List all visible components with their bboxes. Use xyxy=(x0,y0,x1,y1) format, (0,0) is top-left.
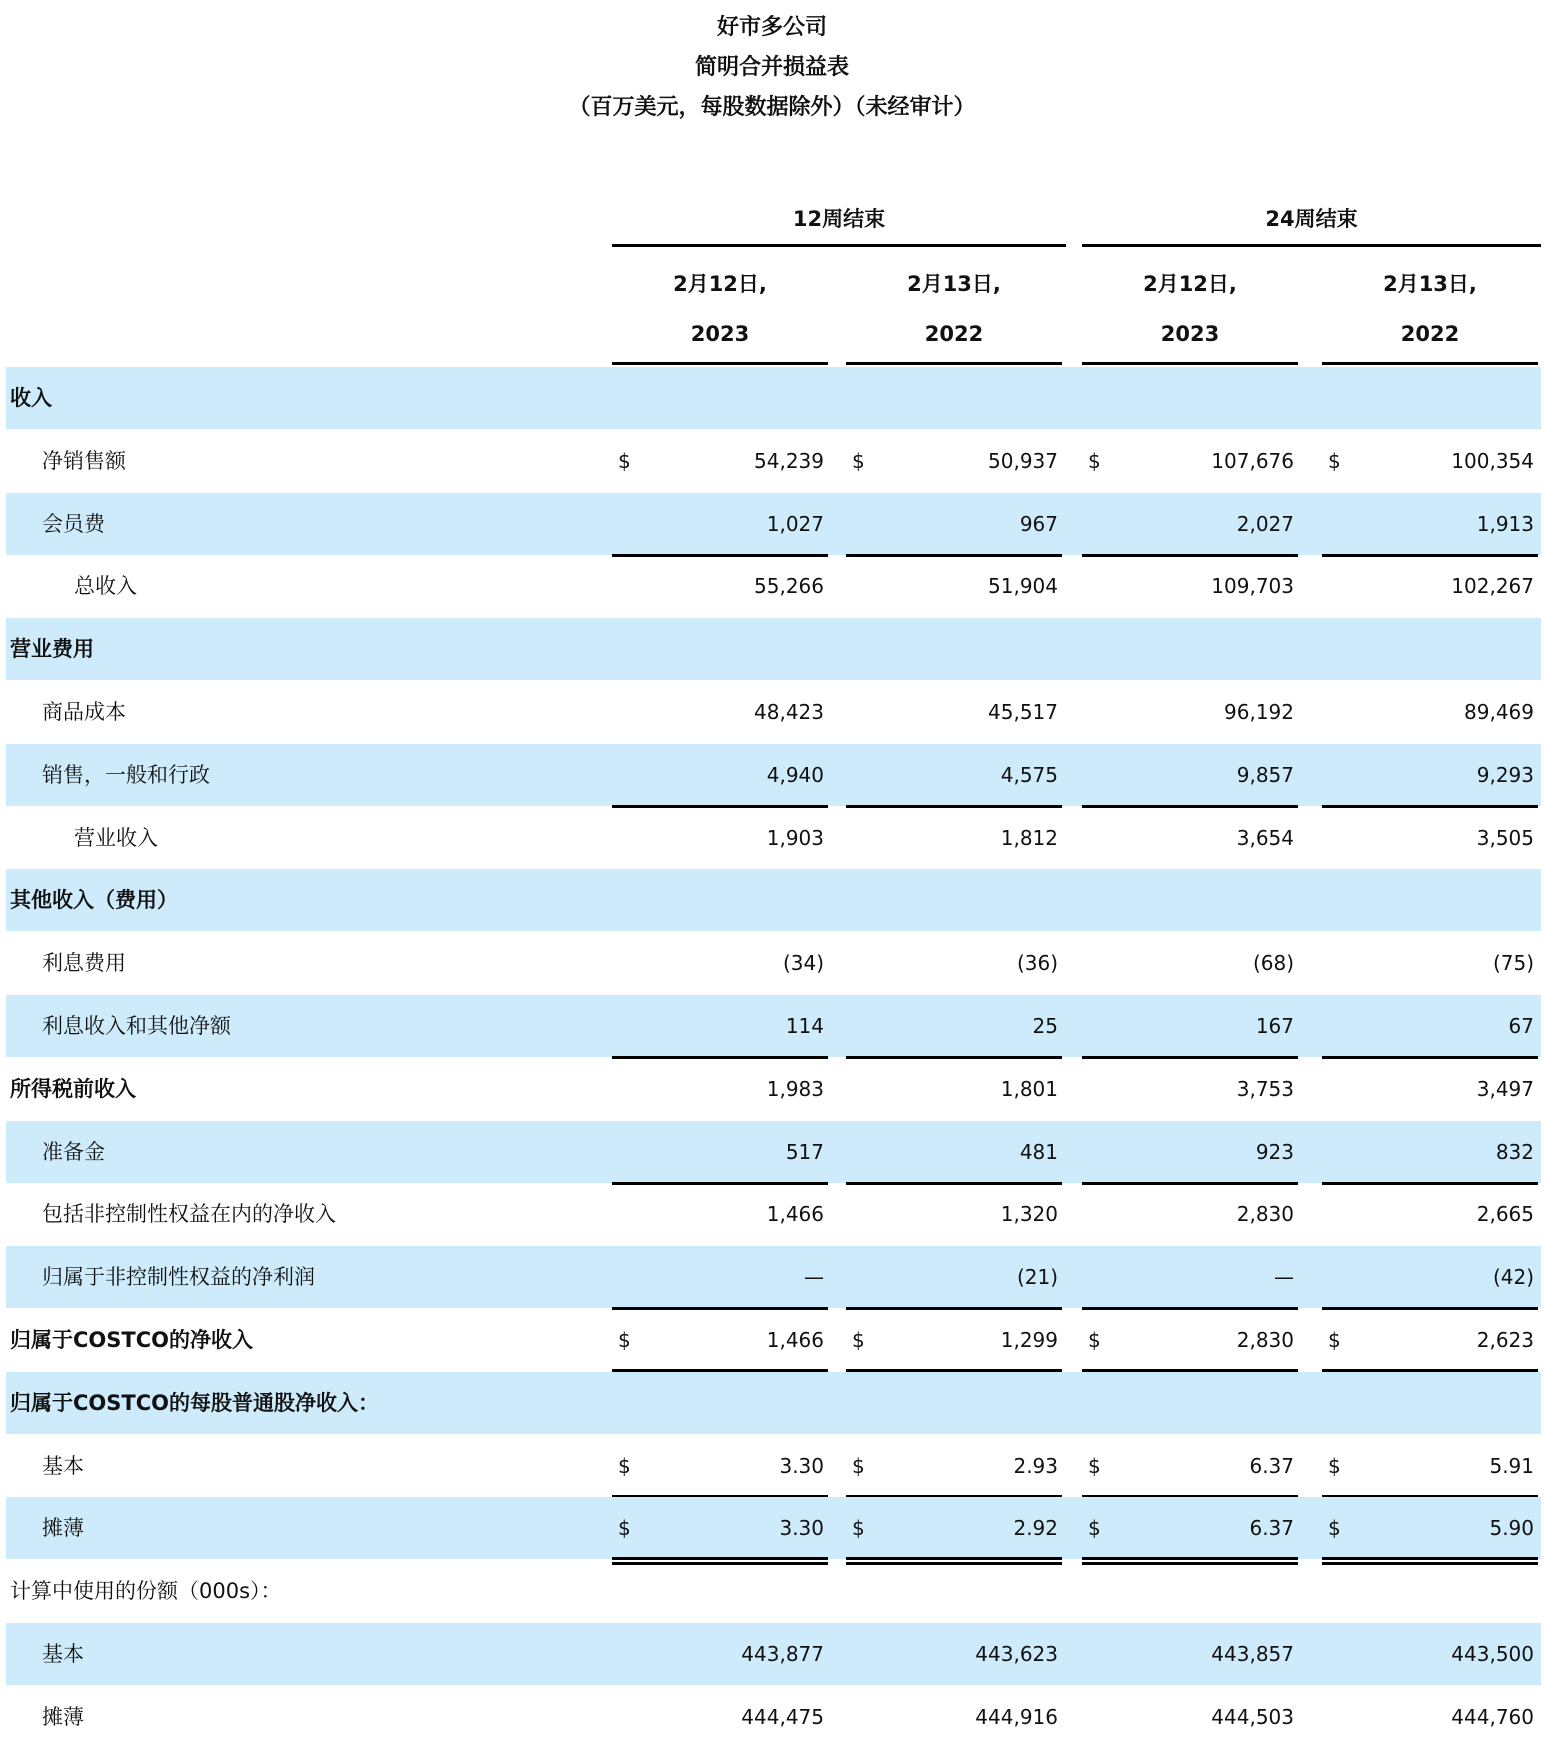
row-label: 基本 xyxy=(42,1642,84,1666)
table-row xyxy=(6,555,1541,617)
cell-value: 2,830 xyxy=(1236,1328,1294,1352)
row-label: 摊薄 xyxy=(42,1516,84,1541)
cell-value: 2,830 xyxy=(1236,1202,1294,1227)
currency-symbol: $ xyxy=(852,1516,865,1541)
value-cell xyxy=(612,493,828,555)
value-cell xyxy=(612,430,828,492)
period-header-24-weeks: 24周结束 xyxy=(1265,207,1358,231)
currency-symbol: $ xyxy=(852,448,865,473)
row-label: 净销售额 xyxy=(42,448,126,473)
row-label: 会员费 xyxy=(42,511,105,536)
cell-value: (34) xyxy=(782,951,824,976)
value-cell xyxy=(846,1435,1062,1497)
value-cell xyxy=(846,807,1062,869)
cell-value: 107,676 xyxy=(1211,448,1294,473)
table-row xyxy=(6,493,1541,555)
cell-value: 48,423 xyxy=(754,700,824,724)
currency-symbol: $ xyxy=(618,1516,631,1541)
row-label: 计算中使用的份额（000s）： xyxy=(10,1579,282,1604)
value-cell xyxy=(1322,995,1538,1057)
table-row xyxy=(6,869,1541,931)
value-cell xyxy=(1322,807,1538,869)
table-row xyxy=(6,430,1541,492)
cell-value: 1,299 xyxy=(1000,1328,1058,1352)
statement-subtitle: （百万美元，每股数据除外）（未经审计） xyxy=(568,95,976,120)
cell-value: 1,027 xyxy=(766,511,824,536)
value-cell xyxy=(612,995,828,1057)
table-row xyxy=(6,1372,1541,1434)
column-header-underline xyxy=(1082,362,1298,365)
value-cell xyxy=(612,1686,828,1748)
cell-value: 1,466 xyxy=(766,1328,824,1352)
row-label: 利息费用 xyxy=(42,951,126,976)
value-cell xyxy=(1322,555,1538,617)
value-cell xyxy=(612,1497,828,1559)
row-label: 其他收入（费用） xyxy=(10,888,178,913)
column-year-header: 2023 xyxy=(1160,322,1220,346)
value-cell xyxy=(1082,1435,1298,1497)
currency-symbol: $ xyxy=(618,448,631,473)
value-cell xyxy=(846,1497,1062,1559)
currency-symbol: $ xyxy=(1328,1516,1341,1541)
currency-symbol: $ xyxy=(1088,1516,1101,1541)
currency-symbol: $ xyxy=(852,1453,865,1478)
value-cell xyxy=(1322,1435,1538,1497)
row-label: 准备金 xyxy=(42,1139,105,1164)
cell-value: 3,505 xyxy=(1476,825,1534,850)
row-label: 包括非控制性权益在内的净收入 xyxy=(42,1202,336,1227)
cell-value: 443,877 xyxy=(741,1642,824,1666)
value-cell xyxy=(612,1623,828,1685)
cell-value: 96,192 xyxy=(1224,700,1294,724)
cell-value: 1,466 xyxy=(766,1202,824,1227)
cell-value: 167 xyxy=(1255,1014,1294,1038)
value-cell xyxy=(1082,681,1298,743)
cell-value: 109,703 xyxy=(1211,574,1294,599)
currency-symbol: $ xyxy=(1088,1328,1101,1352)
row-label: 归属于非控制性权益的净利润 xyxy=(42,1265,315,1290)
value-cell xyxy=(846,1246,1062,1308)
cell-value: 444,475 xyxy=(741,1704,824,1729)
value-cell xyxy=(1082,1246,1298,1308)
value-cell xyxy=(1082,1623,1298,1685)
value-cell xyxy=(612,555,828,617)
value-cell xyxy=(1082,995,1298,1057)
cell-value: 50,937 xyxy=(988,448,1058,473)
cell-value: 2.93 xyxy=(1013,1453,1058,1478)
column-header-underline xyxy=(846,362,1062,365)
column-header-underline xyxy=(612,362,828,365)
cell-value: 6.37 xyxy=(1249,1516,1294,1541)
column-year-header: 2022 xyxy=(924,322,984,346)
cell-value: 923 xyxy=(1255,1139,1294,1164)
value-cell xyxy=(1322,493,1538,555)
value-cell xyxy=(1322,1623,1538,1685)
table-row xyxy=(6,1497,1541,1559)
column-date-header: 2月12日, xyxy=(1143,272,1237,296)
column-header-underline xyxy=(1322,362,1538,365)
cell-value: 517 xyxy=(785,1139,824,1164)
value-cell xyxy=(1322,1121,1538,1183)
cell-value: 443,500 xyxy=(1451,1642,1534,1666)
currency-symbol: $ xyxy=(618,1453,631,1478)
value-cell xyxy=(1082,1497,1298,1559)
value-cell xyxy=(846,744,1062,806)
value-cell xyxy=(1082,555,1298,617)
cell-value: 443,623 xyxy=(975,1642,1058,1666)
cell-value: 444,916 xyxy=(975,1704,1058,1729)
cell-value: 3.30 xyxy=(779,1516,824,1541)
value-cell xyxy=(846,1183,1062,1245)
table-row xyxy=(6,1183,1541,1245)
company-name: 好市多公司 xyxy=(716,15,827,40)
table-row xyxy=(6,932,1541,994)
value-cell xyxy=(1322,1246,1538,1308)
cell-value: 1,913 xyxy=(1476,511,1534,536)
cell-value: 89,469 xyxy=(1464,700,1534,724)
value-cell xyxy=(1082,744,1298,806)
value-cell xyxy=(846,1058,1062,1120)
value-cell xyxy=(612,681,828,743)
value-cell xyxy=(1322,1058,1538,1120)
cell-value: 9,857 xyxy=(1236,762,1294,787)
table-row xyxy=(6,995,1541,1057)
period-underline xyxy=(612,244,1066,247)
cell-value: 832 xyxy=(1495,1139,1534,1164)
column-date-header: 2月13日, xyxy=(1383,272,1477,296)
cell-value: 9,293 xyxy=(1476,762,1534,787)
row-label: 营业收入 xyxy=(74,825,158,850)
value-cell xyxy=(846,1686,1062,1748)
cell-value: 3.30 xyxy=(779,1453,824,1478)
cell-value: — xyxy=(804,1265,824,1290)
cell-value: 3,497 xyxy=(1476,1076,1534,1101)
table-row xyxy=(6,1623,1541,1685)
table-row xyxy=(6,744,1541,806)
value-cell xyxy=(1082,1121,1298,1183)
value-cell xyxy=(612,807,828,869)
value-cell xyxy=(846,1623,1062,1685)
table-row xyxy=(6,1309,1541,1371)
currency-symbol: $ xyxy=(1088,1453,1101,1478)
row-label: 基本 xyxy=(42,1453,84,1478)
cell-value: 4,575 xyxy=(1000,762,1058,787)
value-cell xyxy=(1082,1686,1298,1748)
value-cell xyxy=(846,681,1062,743)
cell-value: 5.90 xyxy=(1489,1516,1534,1541)
value-cell xyxy=(1322,1686,1538,1748)
value-cell xyxy=(846,1309,1062,1371)
cell-value: 444,503 xyxy=(1211,1704,1294,1729)
column-year-header: 2023 xyxy=(690,322,750,346)
value-cell xyxy=(1082,1058,1298,1120)
table-row xyxy=(6,1560,1541,1622)
cell-value: 481 xyxy=(1019,1139,1058,1164)
cell-value: 100,354 xyxy=(1451,448,1534,473)
cell-value: 4,940 xyxy=(766,762,824,787)
cell-value: 51,904 xyxy=(988,574,1058,599)
cell-value: 967 xyxy=(1019,511,1058,536)
table-row xyxy=(6,1435,1541,1497)
row-label: 归属于COSTCO的净收入 xyxy=(10,1328,253,1352)
cell-value: 1,801 xyxy=(1000,1076,1058,1101)
cell-value: 1,320 xyxy=(1000,1202,1058,1227)
statement-title: 简明合并损益表 xyxy=(694,55,849,80)
row-label: 利息收入和其他净额 xyxy=(42,1014,231,1038)
cell-value: 1,903 xyxy=(766,825,824,850)
value-cell xyxy=(1082,932,1298,994)
cell-value: 443,857 xyxy=(1211,1642,1294,1666)
value-cell xyxy=(1082,1183,1298,1245)
value-cell xyxy=(612,1183,828,1245)
value-cell xyxy=(1322,744,1538,806)
period-header-12-weeks: 12周结束 xyxy=(792,207,886,231)
cell-value: 2,623 xyxy=(1476,1328,1534,1352)
cell-value: (42) xyxy=(1492,1265,1534,1290)
table-row xyxy=(6,367,1541,429)
value-cell xyxy=(612,744,828,806)
value-cell xyxy=(612,1309,828,1371)
table-row xyxy=(6,618,1541,680)
value-cell xyxy=(1082,430,1298,492)
cell-value: 1,983 xyxy=(766,1076,824,1101)
cell-value: (21) xyxy=(1016,1265,1058,1290)
cell-value: 102,267 xyxy=(1451,574,1534,599)
row-label: 所得税前收入 xyxy=(10,1076,136,1101)
value-cell xyxy=(846,555,1062,617)
value-cell xyxy=(1322,681,1538,743)
column-date-header: 2月13日, xyxy=(907,272,1001,296)
value-cell xyxy=(1322,1183,1538,1245)
value-cell xyxy=(612,1435,828,1497)
row-label: 摊薄 xyxy=(42,1704,84,1729)
row-label: 营业费用 xyxy=(10,637,94,662)
row-label: 归属于COSTCO的每股普通股净收入： xyxy=(10,1390,379,1415)
cell-value: (75) xyxy=(1492,951,1534,976)
value-cell xyxy=(1082,493,1298,555)
currency-symbol: $ xyxy=(1328,1453,1341,1478)
value-cell xyxy=(1322,1309,1538,1371)
cell-value: (68) xyxy=(1252,951,1294,976)
table-row xyxy=(6,681,1541,743)
value-cell xyxy=(846,493,1062,555)
cell-value: 2,665 xyxy=(1476,1202,1534,1227)
table-row xyxy=(6,1121,1541,1183)
table-row xyxy=(6,1246,1541,1308)
cell-value: 3,753 xyxy=(1236,1076,1294,1101)
value-cell xyxy=(846,1121,1062,1183)
currency-symbol: $ xyxy=(1088,448,1101,473)
currency-symbol: $ xyxy=(1328,1328,1341,1352)
value-cell xyxy=(1322,932,1538,994)
value-cell xyxy=(1082,807,1298,869)
cell-value: 25 xyxy=(1032,1014,1058,1038)
value-cell xyxy=(612,1246,828,1308)
value-cell xyxy=(612,1058,828,1120)
column-date-header: 2月12日, xyxy=(673,272,767,296)
cell-value: 54,239 xyxy=(754,448,824,473)
period-underline xyxy=(1082,244,1541,247)
currency-symbol: $ xyxy=(852,1328,865,1352)
table-row xyxy=(6,807,1541,869)
row-label: 总收入 xyxy=(74,574,137,599)
cell-value: 2.92 xyxy=(1013,1516,1058,1541)
value-cell xyxy=(846,932,1062,994)
value-cell xyxy=(1322,430,1538,492)
cell-value: 114 xyxy=(785,1014,824,1038)
cell-value: 444,760 xyxy=(1451,1704,1534,1729)
value-cell xyxy=(1082,1309,1298,1371)
column-year-header: 2022 xyxy=(1400,322,1460,346)
row-label: 销售，一般和行政 xyxy=(42,762,210,787)
cell-value: 2,027 xyxy=(1236,511,1294,536)
currency-symbol: $ xyxy=(618,1328,631,1352)
value-cell xyxy=(846,430,1062,492)
cell-value: 1,812 xyxy=(1000,825,1058,850)
cell-value: 45,517 xyxy=(988,700,1058,724)
table-row xyxy=(6,1058,1541,1120)
value-cell xyxy=(846,995,1062,1057)
cell-value: 6.37 xyxy=(1249,1453,1294,1478)
row-label: 商品成本 xyxy=(42,700,126,724)
cell-value: 67 xyxy=(1508,1014,1534,1038)
cell-value: (36) xyxy=(1016,951,1058,976)
table-row xyxy=(6,1686,1541,1748)
cell-value: 3,654 xyxy=(1236,825,1294,850)
value-cell xyxy=(612,932,828,994)
value-cell xyxy=(1322,1497,1538,1559)
cell-value: 55,266 xyxy=(754,574,824,599)
row-label: 收入 xyxy=(10,386,52,410)
cell-value: 5.91 xyxy=(1489,1453,1534,1478)
currency-symbol: $ xyxy=(1328,448,1341,473)
cell-value: — xyxy=(1274,1265,1294,1290)
value-cell xyxy=(612,1121,828,1183)
